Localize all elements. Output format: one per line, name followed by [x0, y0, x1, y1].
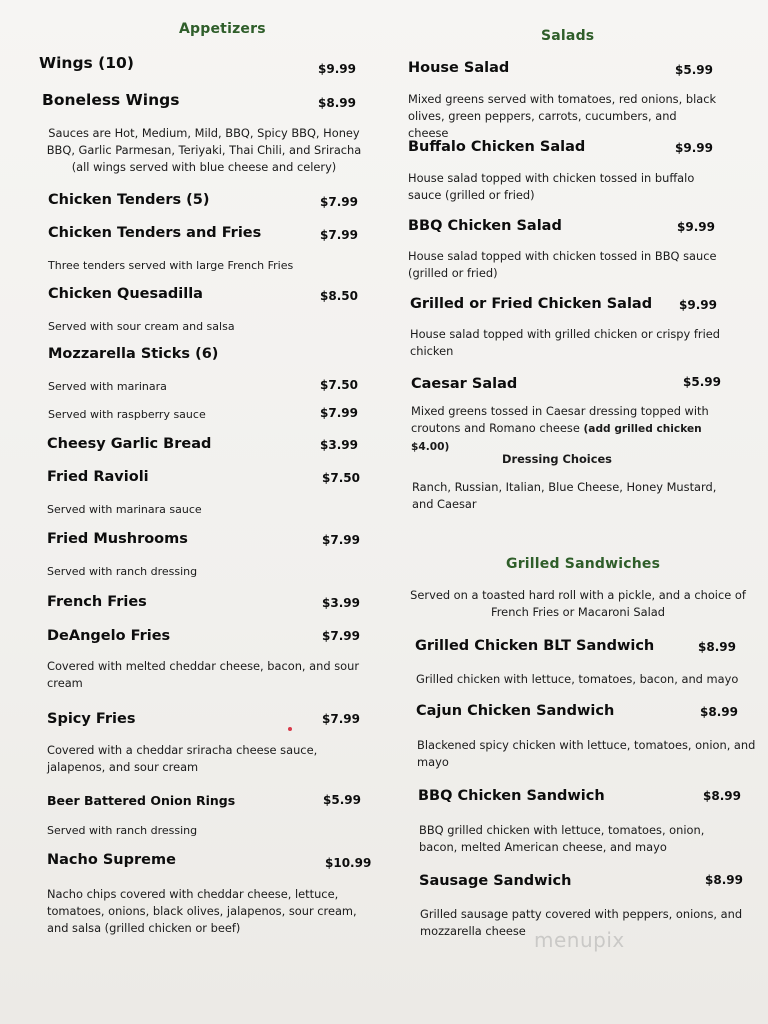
- price-cajun-chicken-sandwich: $8.99: [700, 705, 738, 719]
- desc-mozzarella-marinara: Served with marinara: [48, 380, 167, 393]
- price-cheesy-garlic-bread: $3.99: [320, 438, 358, 452]
- desc-fried-mushrooms: Served with ranch dressing: [47, 565, 198, 578]
- menupix-watermark: menupix: [534, 928, 625, 952]
- appetizers-title: Appetizers: [179, 21, 266, 37]
- desc-fried-ravioli: Served with marinara sauce: [47, 503, 202, 516]
- price-onion-rings: $5.99: [323, 793, 361, 807]
- price-french-fries: $3.99: [322, 596, 360, 610]
- desc-sausage-sandwich: Grilled sausage patty covered with peppers, onions, and mozzarella cheese: [420, 907, 743, 938]
- item-caesar-salad: Caesar Salad: [411, 376, 518, 392]
- price-grilled-or-fried-salad: $9.99: [679, 298, 717, 312]
- sandwiches-intro: Served on a toasted hard roll with a pickle, and a choice of French Fries or Macaroni Salad: [410, 588, 746, 619]
- item-grilled-chicken-blt: Grilled Chicken BLT Sandwich: [415, 638, 655, 654]
- price-nacho-supreme: $10.99: [325, 856, 372, 870]
- item-tenders-and-fries: Chicken Tenders and Fries: [48, 225, 262, 241]
- price-caesar-salad: $5.99: [683, 375, 721, 389]
- item-sausage-sandwich: Sausage Sandwich: [419, 873, 572, 889]
- item-chicken-quesadilla: Chicken Quesadilla: [48, 286, 203, 302]
- item-grilled-or-fried-salad: Grilled or Fried Chicken Salad: [410, 296, 653, 312]
- price-fried-ravioli: $7.50: [322, 471, 360, 485]
- desc-house-salad: Mixed greens served with tomatoes, red onions, black olives, green peppers, carrots, cucumbers, and cheese: [408, 92, 717, 140]
- desc-bbq-chicken-salad: House salad topped with chicken tossed in BBQ sauce (grilled or fried): [408, 249, 717, 280]
- item-onion-rings: Beer Battered Onion Rings: [47, 793, 236, 808]
- price-fried-mushrooms: $7.99: [322, 533, 360, 547]
- wing-sauces-desc: Sauces are Hot, Medium, Mild, BBQ, Spicy BBQ, Honey BBQ, Garlic Parmesan, Teriyaki, Thai Chili, and Sriracha (all wings served with blue cheese and celery): [46, 126, 362, 174]
- price-deangelo-fries: $7.99: [322, 629, 360, 643]
- desc-caesar-text: Mixed greens tossed in Caesar dressing topped with croutons and Romano cheese: [411, 404, 709, 435]
- item-cheesy-garlic-bread: Cheesy Garlic Bread: [47, 436, 212, 452]
- item-fried-ravioli: Fried Ravioli: [47, 469, 149, 485]
- desc-grilled-or-fried-salad: House salad topped with grilled chicken or crispy fried chicken: [410, 327, 720, 358]
- item-fried-mushrooms: Fried Mushrooms: [47, 531, 188, 547]
- price-mozzarella-raspberry: $7.99: [320, 406, 358, 420]
- item-french-fries: French Fries: [47, 594, 147, 610]
- desc-chicken-quesadilla: Served with sour cream and salsa: [48, 320, 235, 333]
- item-house-salad: House Salad: [408, 60, 510, 76]
- item-nacho-supreme: Nacho Supreme: [47, 852, 176, 868]
- desc-nacho-supreme: Nacho chips covered with cheddar cheese, lettuce, tomatoes, onions, black olives, jalapenos, sour cream, and salsa (grilled chicken or beef): [47, 887, 357, 935]
- price-wings: $9.99: [318, 62, 356, 76]
- price-bbq-chicken-salad: $9.99: [677, 220, 715, 234]
- price-chicken-quesadilla: $8.50: [320, 289, 358, 303]
- price-grilled-chicken-blt: $8.99: [698, 640, 736, 654]
- item-deangelo-fries: DeAngelo Fries: [47, 628, 171, 644]
- red-ink-dot: [288, 727, 292, 731]
- desc-deangelo-fries: Covered with melted cheddar cheese, bacon, and sour cream: [47, 659, 360, 690]
- item-spicy-fries: Spicy Fries: [47, 711, 136, 727]
- grilled-sandwiches-title: Grilled Sandwiches: [506, 556, 661, 572]
- desc-mozzarella-raspberry: Served with raspberry sauce: [48, 408, 206, 421]
- item-cajun-chicken-sandwich: Cajun Chicken Sandwich: [416, 703, 615, 719]
- desc-spicy-fries: Covered with a cheddar sriracha cheese sauce, jalapenos, and sour cream: [47, 743, 318, 774]
- desc-caesar-addon: (add grilled chicken $4.00): [411, 423, 702, 453]
- desc-caesar-salad: [411, 403, 731, 456]
- item-wings: Wings (10): [39, 54, 134, 72]
- dressing-choices-list: Ranch, Russian, Italian, Blue Cheese, Honey Mustard, and Caesar: [412, 480, 717, 511]
- price-buffalo-chicken-salad: $9.99: [675, 141, 713, 155]
- desc-tenders-and-fries: Three tenders served with large French Fries: [48, 259, 294, 272]
- price-sausage-sandwich: $8.99: [705, 873, 743, 887]
- desc-cajun-chicken-sandwich: Blackened spicy chicken with lettuce, tomatoes, onion, and mayo: [417, 738, 756, 769]
- item-chicken-tenders: Chicken Tenders (5): [48, 192, 210, 208]
- price-boneless-wings: $8.99: [318, 96, 356, 110]
- desc-buffalo-chicken-salad: House salad topped with chicken tossed in buffalo sauce (grilled or fried): [408, 171, 695, 202]
- item-buffalo-chicken-salad: Buffalo Chicken Salad: [408, 139, 586, 155]
- price-mozzarella-marinara: $7.50: [320, 378, 358, 392]
- desc-grilled-chicken-blt: Grilled chicken with lettuce, tomatoes, bacon, and mayo: [416, 672, 739, 686]
- price-tenders-and-fries: $7.99: [320, 228, 358, 242]
- price-bbq-chicken-sandwich: $8.99: [703, 789, 741, 803]
- item-boneless-wings: Boneless Wings: [42, 91, 180, 109]
- item-bbq-chicken-sandwich: BBQ Chicken Sandwich: [418, 788, 605, 804]
- item-bbq-chicken-salad: BBQ Chicken Salad: [408, 218, 562, 234]
- desc-onion-rings: Served with ranch dressing: [47, 824, 198, 837]
- dressing-choices-title: Dressing Choices: [502, 452, 612, 466]
- item-mozzarella-sticks: Mozzarella Sticks (6): [48, 346, 219, 362]
- price-spicy-fries: $7.99: [322, 712, 360, 726]
- price-chicken-tenders: $7.99: [320, 195, 358, 209]
- salads-title: Salads: [541, 28, 595, 44]
- desc-bbq-chicken-sandwich: BBQ grilled chicken with lettuce, tomatoes, onion, bacon, melted American cheese, and mayo: [419, 823, 705, 854]
- price-house-salad: $5.99: [675, 63, 713, 77]
